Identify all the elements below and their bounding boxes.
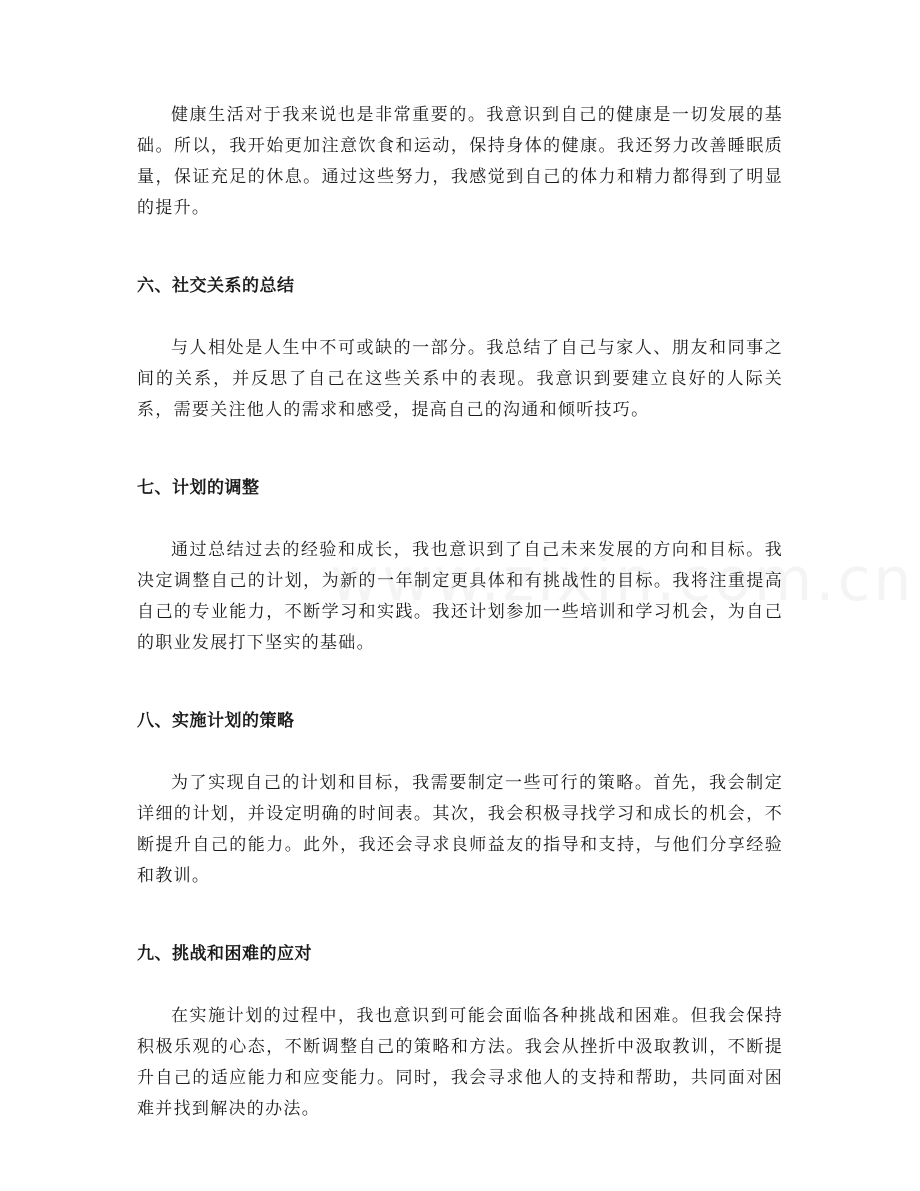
document-body xyxy=(137,100,783,1125)
paragraph-plan-adjust: 通过总结过去的经验和成长，我也意识到了自己未来发展的方向和目标。我决定调整自己的计划，为新的一年制定更具体和有挑战性的目标。我将注重提高自己的专业能力，不断学习和实践。我还计划参加一些培训和学习机会，为自己的职业发展打下坚实的基础。 xyxy=(137,540,783,653)
heading-challenges: 九、挑战和困难的应对 xyxy=(137,944,312,964)
paragraph-strategy: 为了实现自己的计划和目标，我需要制定一些可行的策略。首先，我会制定详细的计划，并设定明确的时间表。其次，我会积极寻找学习和成长的机会，不断提升自己的能力。此外，我还会寻求良师益友的指导和支持，与他们分享经验和教训。 xyxy=(137,773,783,886)
heading-social: 六、社交关系的总结 xyxy=(137,276,295,296)
heading-strategy: 八、实施计划的策略 xyxy=(137,711,295,731)
paragraph-challenges: 在实施计划的过程中，我也意识到可能会面临各种挑战和困难。但我会保持积极乐观的心态，不断调整自己的策略和方法。我会从挫折中汲取教训，不断提升自己的适应能力和应变能力。同时，我会寻求他人的支持和帮助，共同面对困难并找到解决的办法。 xyxy=(137,1006,783,1119)
paragraph-health: 健康生活对于我来说也是非常重要的。我意识到自己的健康是一切发展的基础。所以，我开始更加注意饮食和运动，保持身体的健康。我还努力改善睡眠质量，保证充足的休息。通过这些努力，我感觉到自己的体力和精力都得到了明显的提升。 xyxy=(137,105,783,218)
paragraph-social: 与人相处是人生中不可或缺的一部分。我总结了自己与家人、朋友和同事之间的关系，并反思了自己在这些关系中的表现。我意识到要建立良好的人际关系，需要关注他人的需求和感受，提高自己的沟通和倾听技巧。 xyxy=(137,338,783,420)
heading-plan-adjust: 七、计划的调整 xyxy=(137,478,260,498)
